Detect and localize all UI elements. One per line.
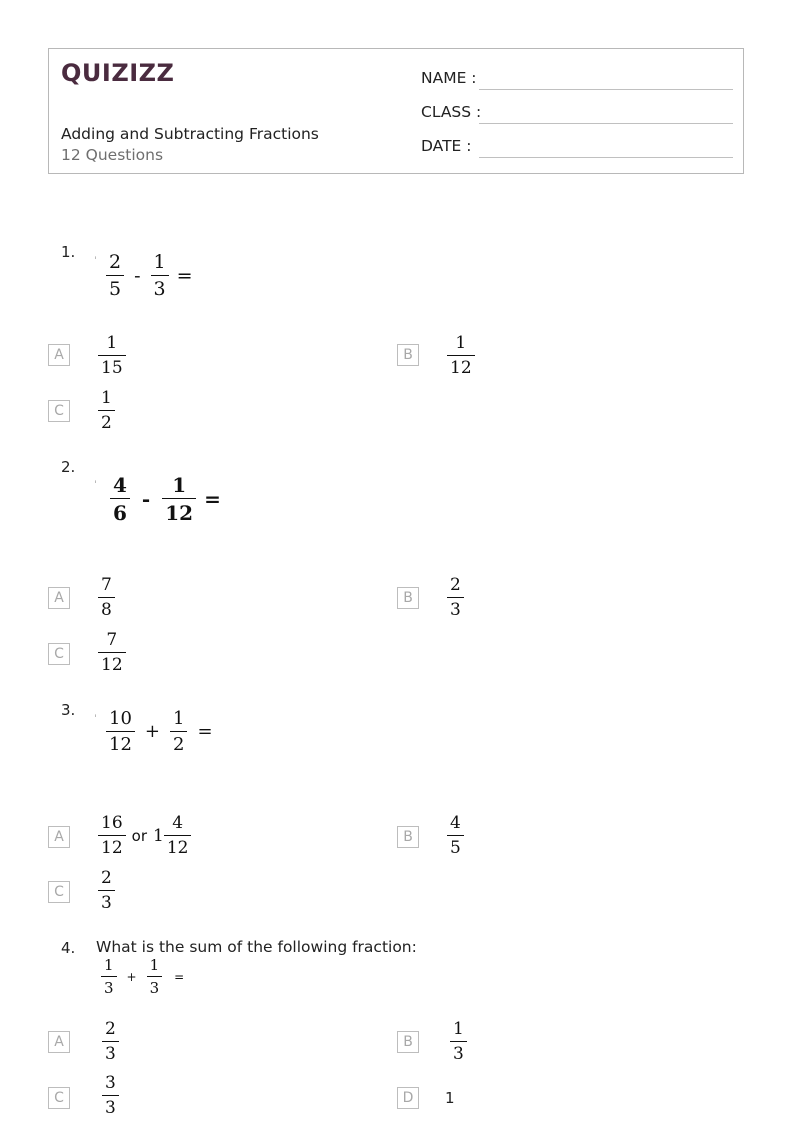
option-c-answer: $\frac{3}{3}$ (102, 1074, 119, 1117)
fraction: $\frac{1}{3}$ (147, 957, 163, 996)
name-label: NAME : (421, 69, 477, 87)
fraction: $\frac{1}{3}$ (101, 957, 117, 996)
quizizz-logo: QUIZIZZ (61, 59, 175, 87)
option-b-box[interactable]: B (397, 826, 419, 848)
option-b-box[interactable]: B (397, 344, 419, 366)
worksheet-header (48, 48, 744, 174)
question-number: 1. (61, 243, 76, 261)
question-expression: $\frac{10}{12}$ + $\frac{1}{2}$ = (106, 709, 213, 755)
class-line[interactable] (479, 123, 733, 124)
option-c-answer: $\frac{7}{12}$ (98, 631, 126, 674)
fraction: $\frac{1}{12}$ (162, 474, 196, 524)
option-c-box[interactable]: C (48, 1087, 70, 1109)
option-b-box[interactable]: B (397, 1031, 419, 1053)
option-a-answer: $\frac{7}{8}$ (98, 576, 115, 619)
tick-mark: ˈ (94, 256, 97, 267)
option-a-box[interactable]: A (48, 344, 70, 366)
date-line[interactable] (479, 157, 733, 158)
question-number: 3. (61, 701, 76, 719)
option-a-answer: $\frac{16}{12}$ or 1 $\frac{4}{12}$ (98, 814, 191, 857)
question-number: 4. (61, 939, 76, 957)
question-expression: $\frac{2}{5}$ - $\frac{1}{3}$ = (106, 252, 193, 300)
option-a-answer: $\frac{2}{3}$ (102, 1020, 119, 1063)
tick-mark: ˈ (94, 714, 97, 725)
option-c-box[interactable]: C (48, 643, 70, 665)
question-expression: $\frac{4}{6}$ - $\frac{1}{12}$ = (110, 474, 221, 524)
option-a-box[interactable]: A (48, 826, 70, 848)
fraction: $\frac{10}{12}$ (106, 709, 135, 755)
option-a-answer: $\frac{1}{15}$ (98, 334, 126, 377)
option-c-answer: $\frac{2}{3}$ (98, 869, 115, 912)
option-c-box[interactable]: C (48, 400, 70, 422)
question-count: 12 Questions (61, 146, 164, 164)
tick-mark: ˈ (94, 480, 97, 491)
question-text: What is the sum of the following fraction: (96, 938, 417, 956)
option-a-box[interactable]: A (48, 1031, 70, 1053)
option-a-box[interactable]: A (48, 587, 70, 609)
option-c-box[interactable]: C (48, 881, 70, 903)
class-label: CLASS : (421, 103, 482, 121)
option-d-box[interactable]: D (397, 1087, 419, 1109)
option-b-answer: $\frac{1}{3}$ (450, 1020, 467, 1063)
option-d-answer: 1 (445, 1089, 455, 1107)
fraction: $\frac{1}{3}$ (151, 252, 169, 300)
option-b-answer: $\frac{2}{3}$ (447, 576, 464, 619)
fraction: $\frac{4}{6}$ (110, 474, 130, 524)
worksheet-title: Adding and Subtracting Fractions (61, 125, 319, 143)
date-label: DATE : (421, 137, 472, 155)
fraction: $\frac{2}{5}$ (106, 252, 124, 300)
option-c-answer: $\frac{1}{2}$ (98, 389, 115, 432)
question-number: 2. (61, 458, 76, 476)
option-b-box[interactable]: B (397, 587, 419, 609)
fraction: $\frac{1}{2}$ (170, 709, 187, 755)
option-b-answer: $\frac{1}{12}$ (447, 334, 475, 377)
question-expression: $\frac{1}{3}$ + $\frac{1}{3}$ = (101, 957, 184, 996)
option-b-answer: $\frac{4}{5}$ (447, 814, 464, 857)
name-line[interactable] (479, 89, 733, 90)
